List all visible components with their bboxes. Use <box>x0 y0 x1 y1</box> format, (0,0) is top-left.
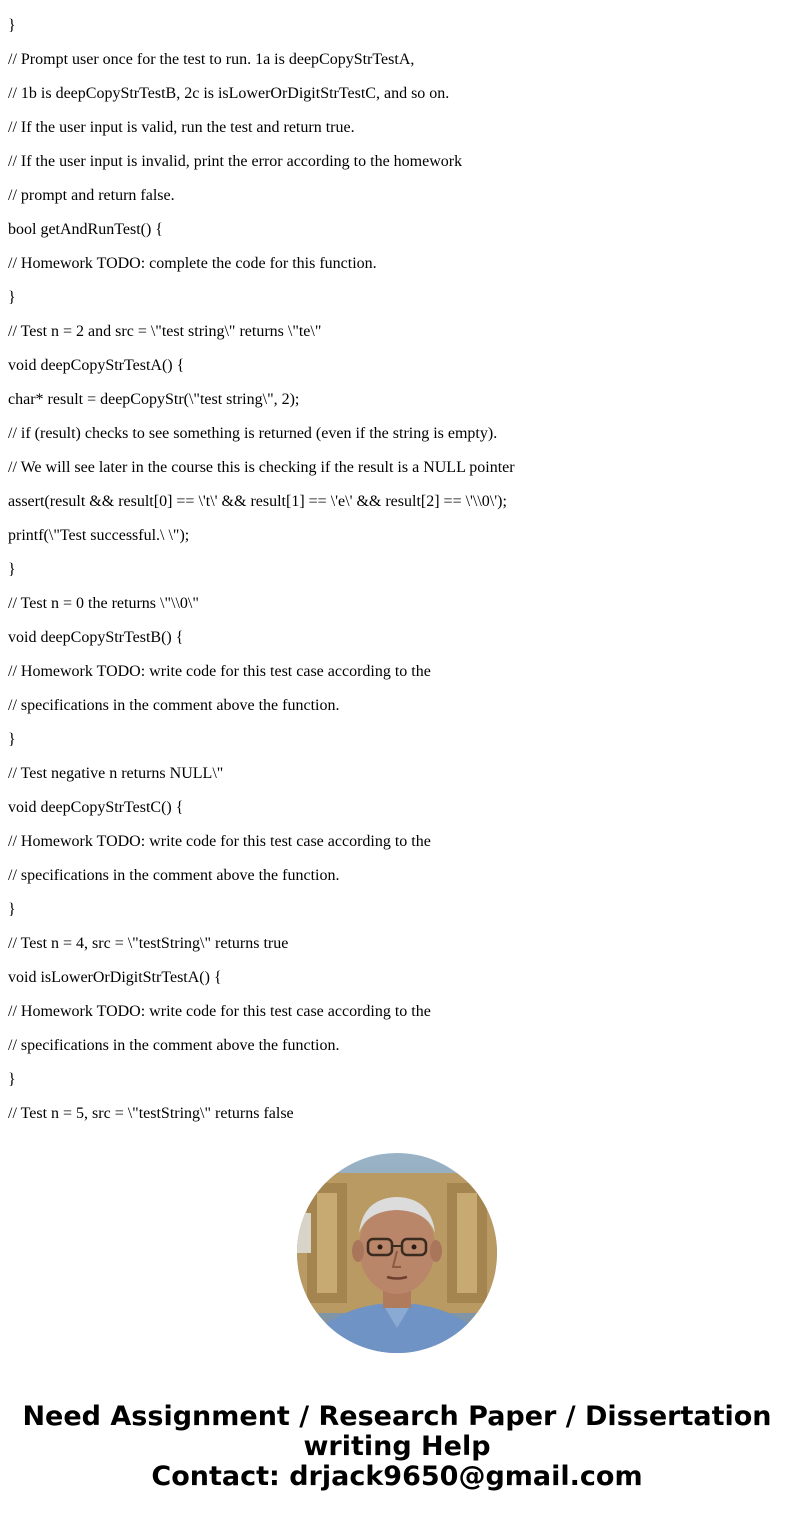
code-line: assert(result && result[0] == \'t\' && result[1] == \'e\' && result[2] == \'\\0\'); <box>8 493 507 510</box>
code-line: void deepCopyStrTestC() { <box>8 799 184 816</box>
code-line: // If the user input is invalid, print the error according to the homework <box>8 153 463 170</box>
code-line: // 1b is deepCopyStrTestB, 2c is isLowerOrDigitStrTestC, and so on. <box>8 85 450 102</box>
code-line: } <box>8 731 16 748</box>
code-lines <box>8 0 515 1122</box>
code-line: void deepCopyStrTestA() { <box>8 357 185 374</box>
code-line: // Test negative n returns NULL\" <box>8 765 224 782</box>
code-line: } <box>8 901 16 918</box>
promo-text <box>0 1402 794 1492</box>
code-line: // Prompt user once for the test to run. 1a is deepCopyStrTestA, <box>8 51 415 68</box>
code-line: // Homework TODO: complete the code for this function. <box>8 255 377 272</box>
code-line: // Homework TODO: write code for this test case according to the <box>8 1003 431 1020</box>
promo-contact: Contact: drjack9650@gmail.com <box>151 1461 643 1492</box>
code-line: // Test n = 0 the returns \"\\0\" <box>8 595 199 612</box>
code-line: // Test n = 4, src = \"testString\" returns true <box>8 935 289 952</box>
code-line: } <box>8 1071 16 1088</box>
promo-line-1: Need Assignment / Research Paper / Dissertation <box>22 1401 772 1432</box>
code-line: // If the user input is valid, run the test and return true. <box>8 119 355 136</box>
code-line <box>8 0 515 1</box>
code-line: // Homework TODO: write code for this test case according to the <box>8 663 431 680</box>
code-line: bool getAndRunTest() { <box>8 221 163 238</box>
code-line: // Test n = 2 and src = \"test string\" returns \"te\" <box>8 323 322 340</box>
code-line: // specifications in the comment above the function. <box>8 867 340 884</box>
code-line: // prompt and return false. <box>8 187 175 204</box>
code-line: printf(\"Test successful.\ \"); <box>8 527 190 544</box>
author-avatar <box>297 1153 497 1353</box>
code-line: } <box>8 17 16 34</box>
code-line: // We will see later in the course this is checking if the result is a NULL pointer <box>8 459 515 476</box>
code-line: // specifications in the comment above the function. <box>8 1037 340 1054</box>
promo-line-2: writing Help <box>303 1431 491 1462</box>
author-photo <box>297 1153 497 1353</box>
code-line: } <box>8 289 16 306</box>
code-line: void isLowerOrDigitStrTestA() { <box>8 969 222 986</box>
code-line: } <box>8 561 16 578</box>
code-line: // if (result) checks to see something is returned (even if the string is empty). <box>8 425 498 442</box>
code-line: // specifications in the comment above the function. <box>8 697 340 714</box>
code-line: // Homework TODO: write code for this test case according to the <box>8 833 431 850</box>
code-line: void deepCopyStrTestB() { <box>8 629 184 646</box>
code-line: // Test n = 5, src = \"testString\" returns false <box>8 1105 294 1122</box>
code-line: char* result = deepCopyStr(\"test string\", 2); <box>8 391 300 408</box>
